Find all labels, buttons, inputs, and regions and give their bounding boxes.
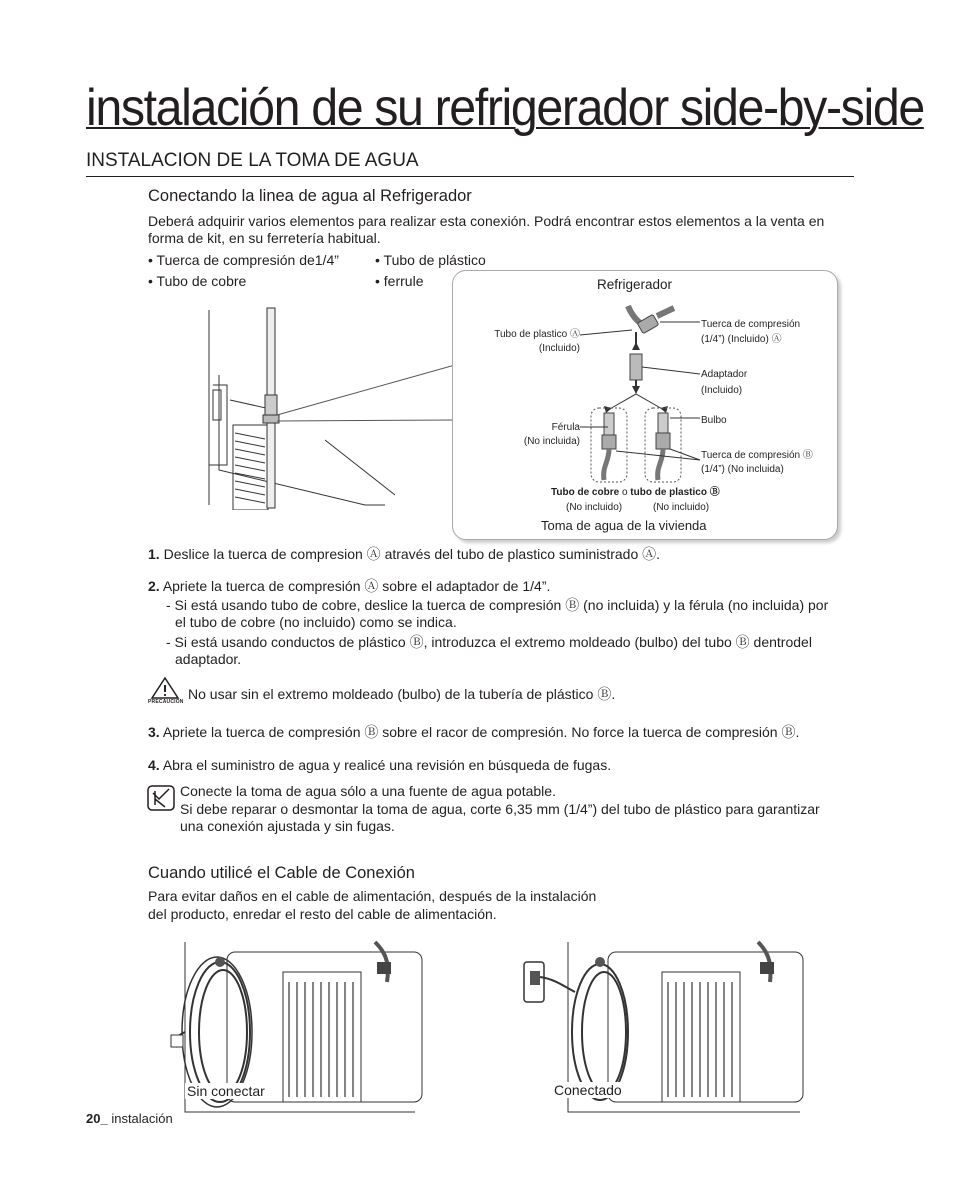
label-bulbo: Bulbo <box>701 415 727 426</box>
item-ferrule: • ferrule <box>375 273 424 289</box>
step-3-text: Apriete la tuerca de compresión Ⓑ sobre el racor de compresión. No force la tuerca de compresión Ⓑ. <box>162 724 800 740</box>
label-tubo-plastico-a: Tubo de plastico Ⓐ <box>494 329 580 340</box>
label-tuerca-b: Tuerca de compresión Ⓑ <box>701 450 813 461</box>
label-ferula: Férula <box>551 422 580 433</box>
subsection-title-cable: Cuando utilicé el Cable de Conexión <box>148 864 415 882</box>
step-1-text: Deslice la tuerca de compresion Ⓐ através del tubo de plastico suministrado Ⓐ. <box>163 546 661 562</box>
step-4-text: Abra el suministro de agua y realicé una revisión en búsqueda de fugas. <box>162 757 612 773</box>
label-no-incluido-cobre: (No incluido) <box>566 502 623 513</box>
step-3-number: 3. <box>148 724 160 740</box>
step-2-text: Apriete la tuerca de compresión Ⓐ sobre el adaptador de 1/4”. <box>162 578 551 594</box>
note-icon <box>147 785 175 811</box>
label-ferula-sub: (No incluida) <box>523 436 580 447</box>
label-no-incluido-plastico: (No incluido) <box>653 502 710 513</box>
label-toma-agua: Toma de agua de la vivienda <box>541 518 707 533</box>
label-or: o <box>621 487 628 498</box>
step-2-copper: - Si está usando tubo de cobre, deslice la tuerca de compresión Ⓑ (no incluida) y la férula (no incluida) por el tubo de cobre (no incluido) como se indica. <box>166 597 829 630</box>
label-adaptador: Adaptador <box>701 369 748 380</box>
label-tubo-plastico-b: tubo de plastico Ⓑ <box>630 487 720 498</box>
label-conectado: Conectado <box>554 1082 622 1098</box>
step-1-number: 1. <box>148 546 160 562</box>
caution-label: PRECAUCION <box>148 699 184 705</box>
label-tubo-plastico-a-sub: (Incluido) <box>538 343 580 354</box>
label-tuerca-b-sub: (1/4”) (No incluida) <box>701 464 784 475</box>
label-adaptador-sub: (Incluido) <box>701 385 743 396</box>
step-2-number: 2. <box>148 578 160 594</box>
step-4-number: 4. <box>148 757 160 773</box>
page-title: instalación de su refrigerador side-by-side <box>86 79 924 137</box>
item-compression-nut: • Tuerca de compresión de1/4” <box>148 252 339 268</box>
page-number: 20_ <box>86 1111 108 1126</box>
item-copper-tube: • Tubo de cobre <box>148 273 247 289</box>
label-tubo-cobre: Tubo de cobre <box>551 487 620 498</box>
label-tuerca-a: Tuerca de compresión <box>701 319 801 330</box>
intro-paragraph: Deberá adquirir varios elementos para realizar esta conexión. Podrá encontrar estos elementos a la venta en forma de kit, en su ferretería habitual. <box>148 213 825 246</box>
label-refrigerador: Refrigerador <box>597 277 673 292</box>
step-2-plastic: - Si está usando conductos de plástico Ⓑ, introduzca el extremo moldeado (bulbo) del tubo Ⓑ dentrodel adaptador. <box>166 634 812 667</box>
item-plastic-tube: • Tubo de plástico <box>375 252 486 268</box>
subsection-title-water-line: Conectando la linea de agua al Refrigerador <box>148 187 472 205</box>
label-tuerca-a-sub: (1/4”) (Incluido) Ⓐ <box>701 334 782 345</box>
section-title: INSTALACION DE LA TOMA DE AGUA <box>86 150 854 177</box>
page-footer-label: instalación <box>111 1111 173 1126</box>
note-text-2: Si debe reparar o desmontar la toma de agua, corte 6,35 mm (1/4”) del tubo de plástico para garantizar una conexión ajustada y sin fugas. <box>180 801 820 834</box>
note-text-1: Conecte la toma de agua sólo a una fuente de agua potable. <box>180 783 556 799</box>
label-sin-conectar: Sin conectar <box>187 1083 265 1099</box>
cable-text-2: del producto, enredar el resto del cable de alimentación. <box>148 906 497 922</box>
caution-text: No usar sin el extremo moldeado (bulbo) de la tubería de plástico Ⓑ. <box>188 686 616 702</box>
cable-text-1: Para evitar daños en el cable de alimentación, después de la instalación <box>148 888 597 904</box>
refrigerator-back-illustration <box>205 305 455 510</box>
